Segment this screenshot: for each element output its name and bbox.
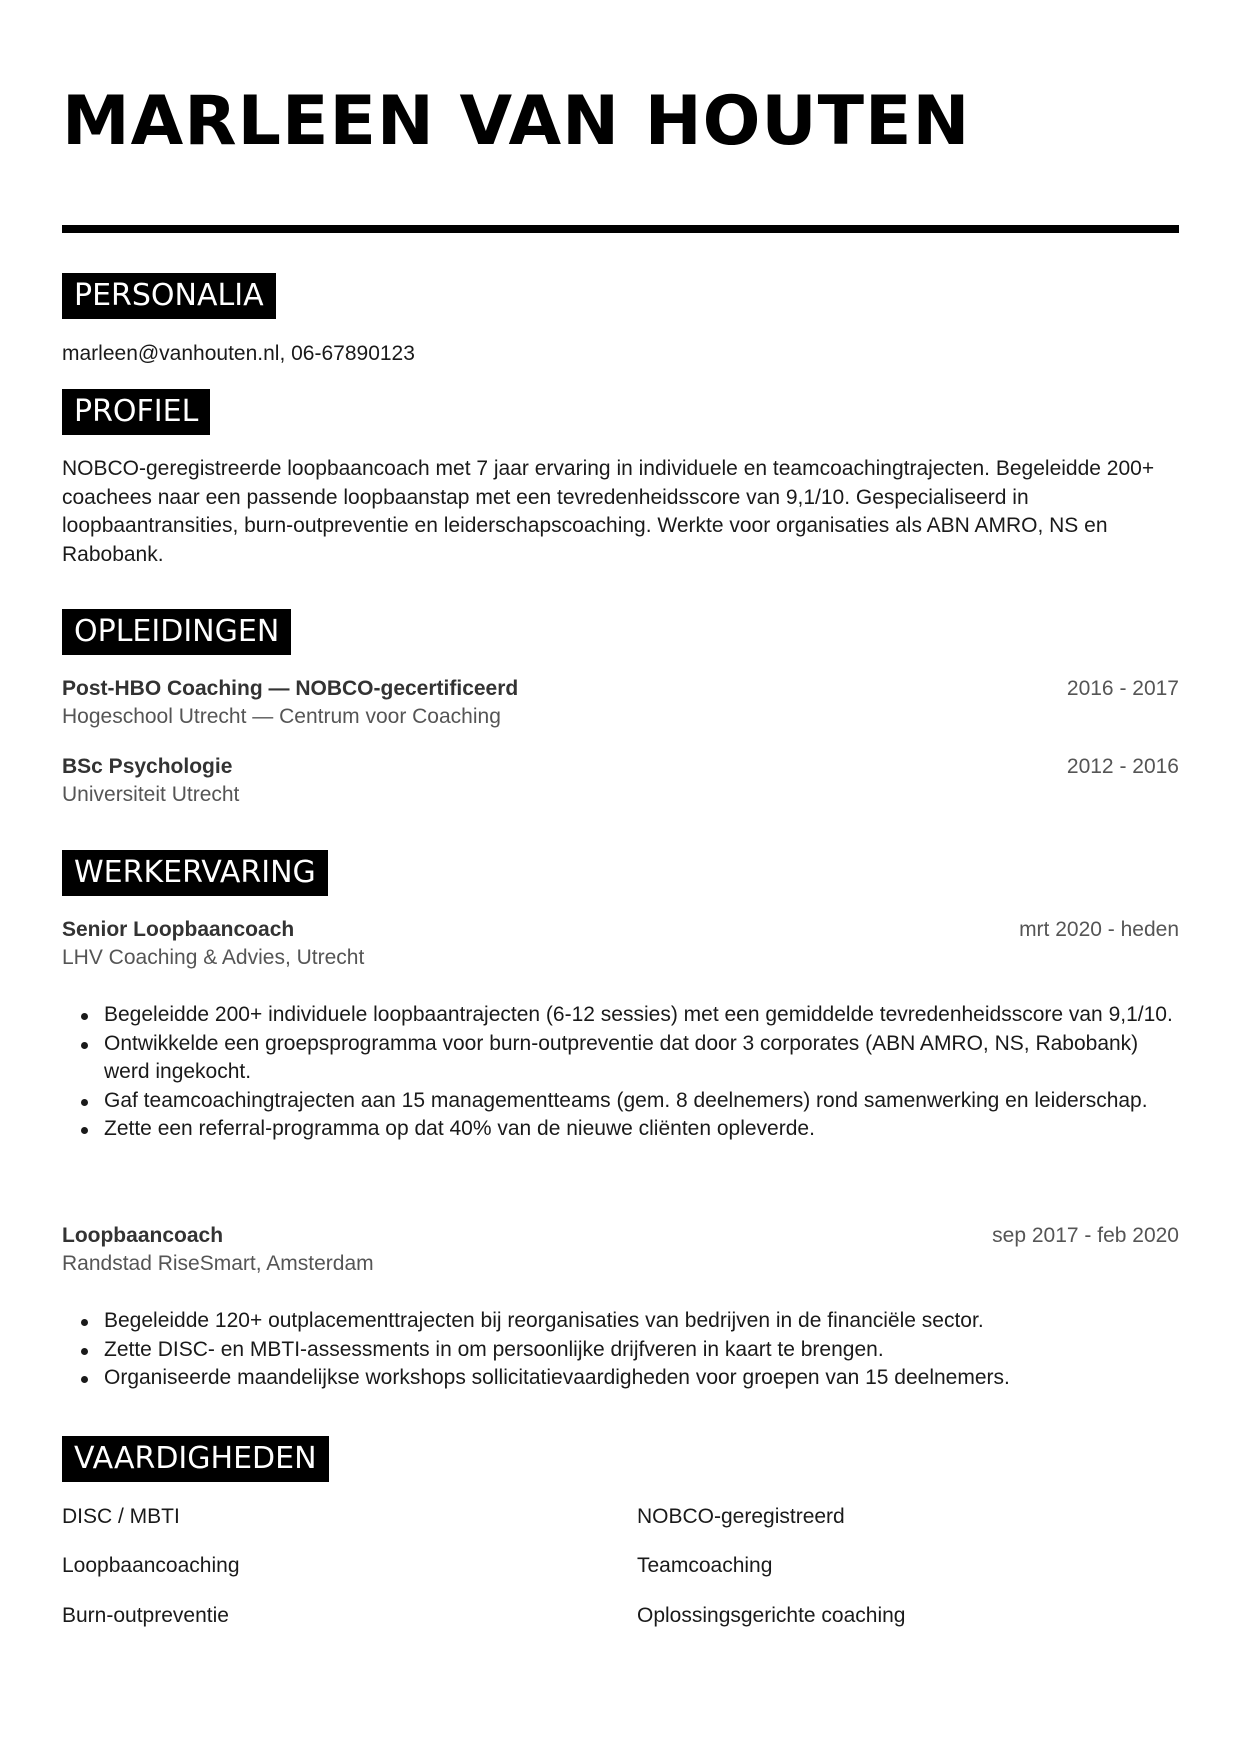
skill-item: NOBCO-geregistreerd <box>637 1505 845 1528</box>
skill-item: Oplossingsgerichte coaching <box>637 1604 906 1627</box>
list-item: Ontwikkelde een groepsprogramma voor burn-outpreventie dat door 3 corporates (ABN AMRO, NS, Rabobank) werd ingekocht. <box>62 1030 1179 1087</box>
education-school: Hogeschool Utrecht — Centrum voor Coaching <box>62 705 501 728</box>
section-title-profiel: PROFIEL <box>62 389 210 435</box>
section-title-vaardigheden: VAARDIGHEDEN <box>62 1436 329 1482</box>
skill-item: DISC / MBTI <box>62 1505 180 1528</box>
education-title: BSc Psychologie <box>62 755 233 778</box>
header-divider <box>62 225 1179 233</box>
job-title: Senior Loopbaancoach <box>62 918 295 941</box>
education-school: Universiteit Utrecht <box>62 783 240 806</box>
section-title-personalia: PERSONALIA <box>62 273 276 319</box>
list-item: Organiseerde maandelijkse workshops sollicitatievaardigheden voor groepen van 15 deelnemers. <box>62 1364 1179 1393</box>
section-title-werkervaring: WERKERVARING <box>62 850 328 896</box>
section-title-opleidingen: OPLEIDINGEN <box>62 609 291 655</box>
list-item: Gaf teamcoachingtrajecten aan 15 managementteams (gem. 8 deelnemers) rond samenwerking en leiderschap. <box>62 1087 1179 1116</box>
skill-item: Burn-outpreventie <box>62 1604 229 1627</box>
skill-item: Teamcoaching <box>637 1554 773 1577</box>
job-bullet-list <box>62 1307 1179 1393</box>
contact-info: marleen@vanhouten.nl, 06-67890123 <box>62 342 415 365</box>
job-dates: sep 2017 - feb 2020 <box>992 1224 1179 1247</box>
job-dates: mrt 2020 - heden <box>1019 918 1179 941</box>
resume-name: MARLEEN VAN HOUTEN <box>62 82 971 161</box>
education-title: Post-HBO Coaching — NOBCO-gecertificeerd <box>62 677 519 700</box>
profile-text: NOBCO-geregistreerde loopbaancoach met 7 jaar ervaring in individuele en teamcoachingtrajecten. Begeleidde 200+ coachees naar een passende loopbaanstap met een tevredenheidsscore van 9,1/10. Gespecialiseerd in loopbaantransities, burn-outpreventie en leiderschapscoaching. Werkte voor organisaties als ABN AMRO, NS en Rabobank. <box>62 457 1155 566</box>
education-dates: 2012 - 2016 <box>1066 755 1179 778</box>
skill-item: Loopbaancoaching <box>62 1554 240 1577</box>
list-item: Zette DISC- en MBTI-assessments in om persoonlijke drijfveren in kaart te brengen. <box>62 1336 1179 1365</box>
job-title: Loopbaancoach <box>62 1224 224 1247</box>
list-item: Zette een referral-programma op dat 40% van de nieuwe cliënten opleverde. <box>62 1115 1179 1144</box>
education-dates: 2016 - 2017 <box>1066 677 1179 700</box>
job-company: LHV Coaching & Advies, Utrecht <box>62 946 365 969</box>
job-company: Randstad RiseSmart, Amsterdam <box>62 1252 374 1275</box>
list-item: Begeleidde 120+ outplacementtrajecten bij reorganisaties van bedrijven in de financiële sector. <box>62 1307 1179 1336</box>
list-item: Begeleidde 200+ individuele loopbaantrajecten (6-12 sessies) met een gemiddelde tevredenheidsscore van 9,1/10. <box>62 1001 1179 1030</box>
job-bullet-list <box>62 1001 1179 1144</box>
